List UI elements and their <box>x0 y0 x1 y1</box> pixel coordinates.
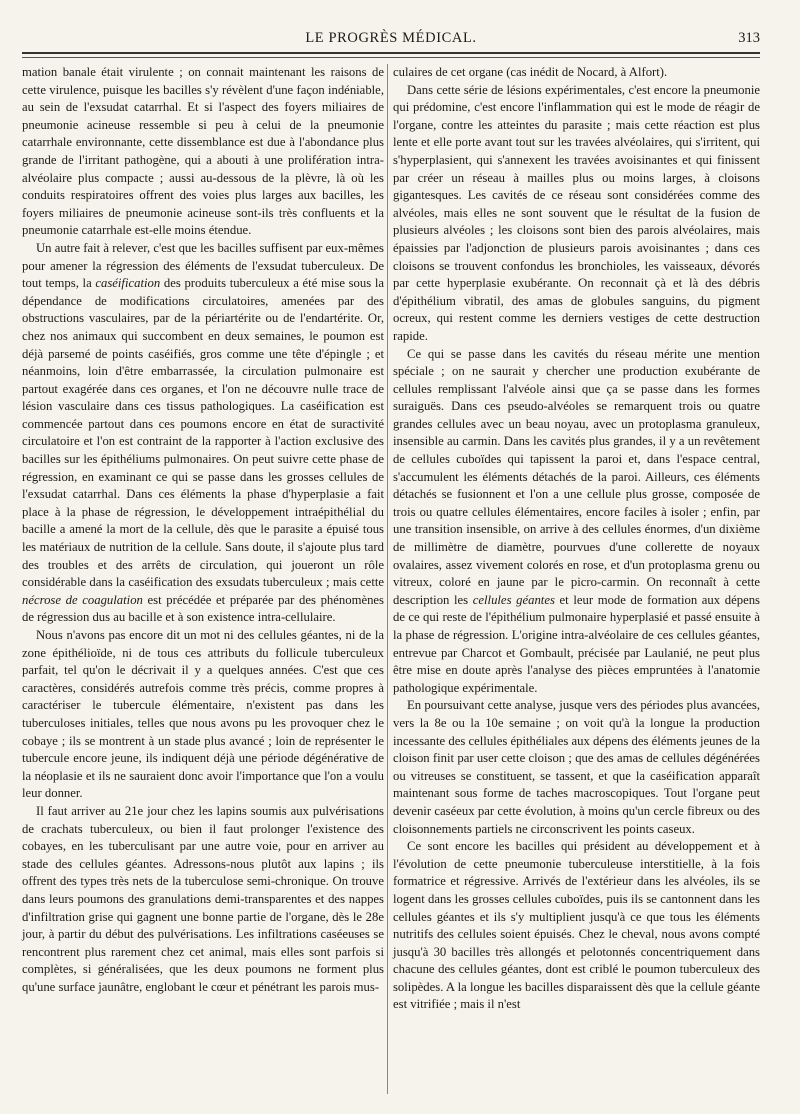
italic-term: nécrose de coagulation <box>22 592 143 607</box>
header-rule-thin <box>22 57 760 58</box>
right-column <box>393 64 760 1014</box>
paragraph: mation banale était virulente ; on connait maintenant les raisons de cette virulence, puisque les bacilles s'y révèlent d'une façon indéniable, au sein de l'exsudat catarrhal. Et si l'aspect des foyers miliaires de pneumonie acineuse ressemble si peu à celui de la pneumonie catarrhale environnante, cette dissemblance est due à l'abondance plus grande de l'irritant pathogène, qui a abouti à une prolifération intra-alvéolaire plus compacte ; aussi au-dessous de la plèvre, là où les conduits respiratoires offrent des voies plus larges aux bacilles, les foyers miliaires de pneumonie acineuse sont-ils très confluents et la pneumonie catarrhale est-elle moins étendue. <box>22 65 384 238</box>
page-header <box>22 30 760 50</box>
paragraph: Il faut arriver au 21e jour chez les lapins soumis aux pulvérisations de crachats tuberculeux, ou bien il faut prolonger l'existence des cobayes, en les tuberculisant par une autre voie, pour en arriver au stade des cellules géantes. Adressons-nous plutôt aux lapins ; ils offrent des types très nets de la tuberculose semi-chronique. On trouve dans leurs poumons des granulations demi-transparentes et des nappes d'infiltration grise qui gagnent une bonne partie de l'organe, dès le 28e jour, à partir du début des pulvérisations. Les infiltrations caséeuses se rencontrent plus rarement chez cet animal, mais elles sont parfois si complètes, si généralisées, que les deux poumons ne forment plus qu'une surface jaunâtre, englobant le cœur et pénétrant les parois mus- <box>22 803 384 994</box>
paragraph: En poursuivant cette analyse, jusque vers des périodes plus avancées, vers la 8e ou la 10e semaine ; on voit qu'à la longue la production incessante des cellules épithéliales aux dépens des éléments jeunes de la cloison finit par user cette cloison ; que des amas de cellules dégénérées ou vitreuses se constituent, se tassent, et que la caséification apparaît maintenant sous forme de taches macroscopiques. Tout l'organe peut devenir caséeux par cette évolution, à moins qu'un cercle fibreux ou des cloisonnements partiels ne circonscrivent les points caseux. <box>393 698 760 836</box>
running-title: LE PROGRÈS MÉDICAL. <box>305 30 477 46</box>
paragraph: Ce sont encore les bacilles qui président au développement et à l'évolution de cette pneumonie tuberculeuse interstitielle, à la fois formatrice et régressive. Arrivés de l'extérieur dans les alvéoles, ils se logent dans les grosses cellules cuboïdes, puis ils se cantonnent dans les cellules géantes et ils s'y multiplient jusqu'à ce que tous les éléments nutritifs des cellules soient épuisés. Chez le cheval, nous avons compté jusqu'à 30 bacilles très allongés et pelotonnés concentriquement dans chacune des cellules géantes, dont est criblé le poumon tuberculeux des solipèdes. A la longue les bacilles disparaissent dès que la cellule géante est vitrifiée ; mais il n'est <box>393 839 760 1012</box>
paragraph: culaires de cet organe (cas inédit de Nocard, à Alfort). <box>393 65 668 79</box>
page-number: 313 <box>738 30 760 46</box>
italic-term: caséification <box>95 276 161 291</box>
paragraph: Nous n'avons pas encore dit un mot ni des cellules géantes, ni de la zone épithélioïde, ni de tous ces attributs du follicule tuberculeux parfait, tel qu'on le décrivait il y a quelques années. C'est que ces caractères, considérés autrefois comme très précis, comme propres à caractériser le tubercule élémentaire, n'existent pas dans les tuberculoses initiales, telles que nous avons pu les provoquer chez le cobaye ; ils se montrent à un stade plus avancé ; loin de représenter le tubercule encore jeune, ils indiquent déjà une période dégénérative de la néoplasie et ils ne sauraient donc avoir l'importance que l'on a voulu leur donner. <box>22 628 384 801</box>
italic-term: cellules géantes <box>472 592 555 607</box>
paragraph: Ce qui se passe dans les cavités du réseau mérite une mention spéciale ; on ne saurait y chercher une production exubérante de cellules remplissant l'alvéole ainsi que ça se passe dans les formes suraiguës. Dans ces pseudo-alvéoles se remarquent trois ou quatre grandes cellules avec un beau noyau, avec un protoplasma granuleux, insensible au carmin. Dans les cavités plus grandes, il y a un revêtement de cellules cuboïdes qui tapissent la paroi et, dans l'espace central, s'accumulent les éléments détachés de la paroi. Ailleurs, ces éléments détachés se fusionnent et l'on a une cellule plus grosse, composée de trois ou quatre cellules élémentaires, encore faciles à isoler ; enfin, par une transition insensible, on arrive à des cellules énormes, d'un dixième de millimètre de diamètre, pourvues d'une collerette de noyaux ovalaires, assez vivement colorés en rose, et d'un protoplasma grenu ou vitreux, coloré en jaune par le picro-carmin. On reconnaît à cette description les cellules géantes et leur mode de formation aux dépens de ce qui reste de l'épithélium pulmonaire hyperplasié et passé ensuite à la phase de régression. L'origine intra-alvéolaire de ces cellules géantes, entrevue par Charcot et Gombault, précisée par Laulanié, ne peut plus être mise en doute après l'analyse des pièces empruntées à l'anatomie pathologique expérimentale. <box>393 346 760 695</box>
paragraph: Dans cette série de lésions expérimentales, c'est encore la pneumonie qui prédomine, c'est encore l'inflammation qui est le mode de réagir de l'organe, contre les atteintes du parasite ; mais cette réaction est plus lente et elle porte avant tout sur les travées alvéolaires, qui s'irritent, qui s'hyperplasient, qui s'annexent les travées avoisinantes et qui finissent par créer un réseau à mailles plus ou moins larges, à cloisons gigantesques. Les cavités de ce réseau sont considérées comme des alvéoles, mais elles ne sont souvent que le résultat de la fusion de plusieurs alvéoles ; les cloisons sont bien des parois alvéolaires, mais épaissies par l'adjonction de plusieurs parois avoisinantes ; dans ces cloisons se trouvent confondus les bronchioles, les vaisseaux, dévorés par cette hyperplasie exubérante. On reconnait çà et là des débris d'épithélium vibratil, des amas de globules sanguins, du pigment ocreux, qui restent comme les derniers vestiges de cette destruction rapide. <box>393 82 760 343</box>
left-column <box>22 64 384 996</box>
paragraph: Un autre fait à relever, c'est que les bacilles suffisent par eux-mêmes pour amener la régression des éléments de l'exsudat tuberculeux. De tout temps, la caséification des produits tuberculeux a été mise sous la dépendance de modifications circulatoires, amenées par des obstructions vasculaires, par de la périartérite ou de l'endartérite. Or, chez nos animaux qui succombent en deux semaines, le poumon est déjà parsemé de points caséifiés, gros comme une tête d'épingle ; et néanmoins, loin d'être embarrassée, la circulation pulmonaire est partout exagérée dans ces organes, et l'on ne découvre nulle trace de lésion vasculaire dans ces tissus pathologiques. La caséification est commencée partout dans ces poumons encore en état de suractivité circulatoire et l'on est contraint de la rapporter à l'action exclusive des bacilles sur les épithéliums pulmonaires. On peut suivre cette phase de régression, en examinant ce qui se passe dans les grosses cellules de l'exsudat catarrhal. Dans ces éléments la phase d'hyperplasie a fait place à la phase de régression, le développement intraépithélial du bacille a amené la mort de la cellule, dès que le parasite a épuisé tous les matériaux de nutrition de la cellule. Sans doute, il s'ajoute plus tard des troubles et des arrêts de circulation, qui joueront un rôle considérable dans la caséification des exsudats tuberculeux ; mais cette nécrose de coagulation est précédée et préparée par des phénomènes de régression dus au bacille et à son existence intra-cellulaire. <box>22 240 384 625</box>
column-divider <box>387 64 388 1094</box>
header-rule <box>22 52 760 54</box>
